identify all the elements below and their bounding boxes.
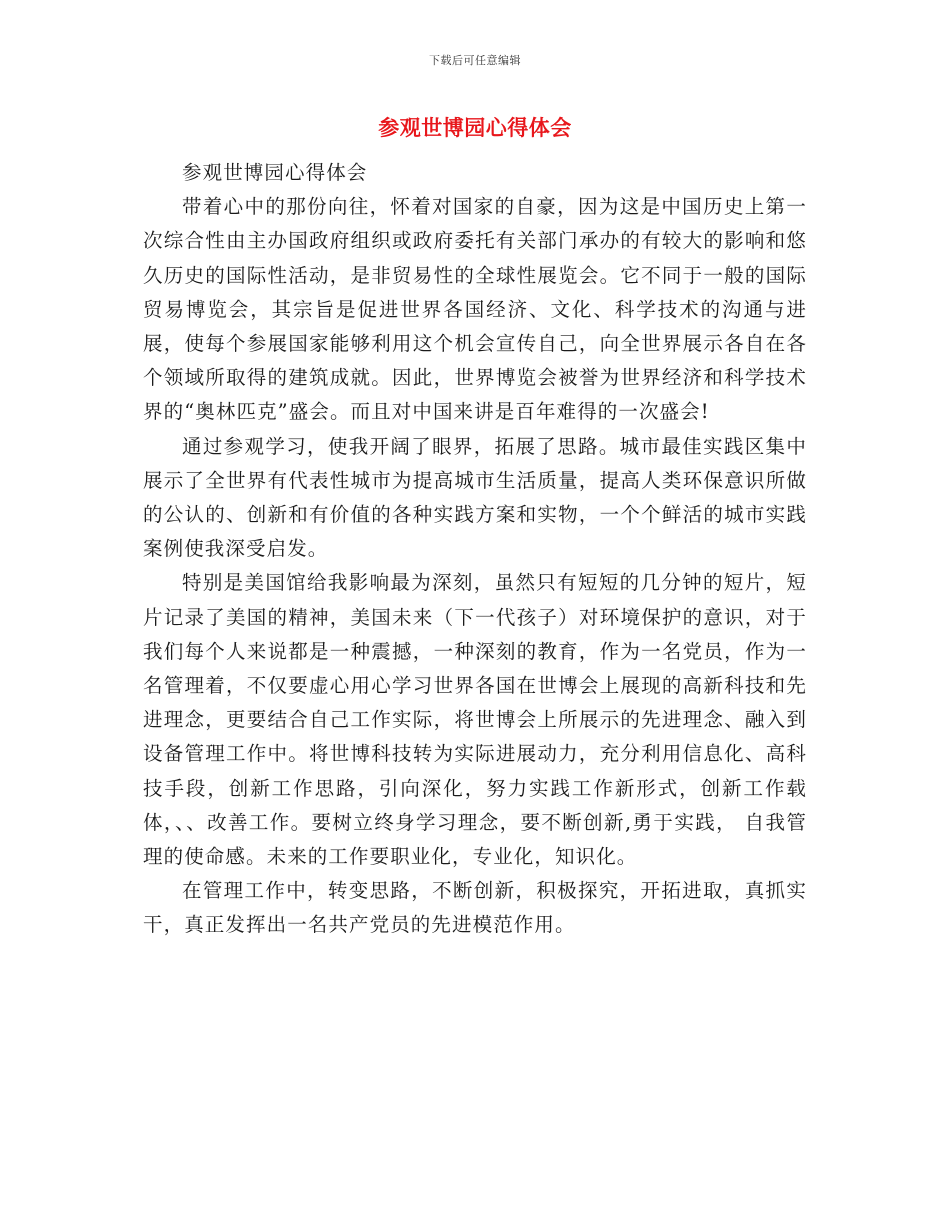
paragraph: 在管理工作中，转变思路，不断创新，积极探究，开拓进取，真抓实干，真正发挥出一名共产党员的先进模范作用。 (143, 879, 807, 937)
paragraph: 特别是美国馆给我影响最为深刻，虽然只有短短的几分钟的短片，短片记录了美国的精神，美国未来（下一代孩子）对环境保护的意识，对于我们每个人来说都是一种震撼，一种深刻的教育，作为一名党员，作为一名管理着，不仅要虚心用心学习世界各国在世博会上展现的高新科技和先进理念，更要结合自己工作实际，将世博会上所展示的先进理念、融入到设备管理工作中。将世博科技转为实际进展动力，充分利用信息化、高科技手段，创新工作思路，引向深化，努力实践工作新形式，创新工作载体，、、改善工作。要树立终身学习理念，要不断创新,勇于实践， 自我管理的使命感。未来的工作要职业化，专业化，知识化。 (143, 571, 807, 869)
header-note: 下载后可任意编辑 (429, 54, 521, 67)
paragraph: 通过参观学习，使我开阔了眼界，拓展了思路。城市最佳实践区集中展示了全世界有代表性城市为提高城市生活质量，提高人类环保意识所做的公认的、创新和有价值的各种实践方案和实物，一个个鲜活的城市实践案例使我深受启发。 (143, 434, 807, 561)
paragraph-subtitle: 参观世博园心得体会 (182, 161, 368, 184)
document-body (143, 156, 807, 943)
paragraph: 带着心中的那份向往，怀着对国家的自豪，因为这是中国历史上第一次综合性由主办国政府组织或政府委托有关部门承办的有较大的影响和悠久历史的国际性活动，是非贸易性的全球性展览会。它不同于一般的国际贸易博览会，其宗旨是促进世界各国经济、文化、科学技术的沟通与进展，使每个参展国家能够利用这个机会宣传自己，向全世界展示各自在各个领域所取得的建筑成就。因此，世界博览会被誉为世界经济和科学技术界的“奥林匹克”盛会。而且对中国来讲是百年难得的一次盛会! (143, 195, 807, 424)
document-title: 参观世博园心得体会 (378, 115, 572, 140)
